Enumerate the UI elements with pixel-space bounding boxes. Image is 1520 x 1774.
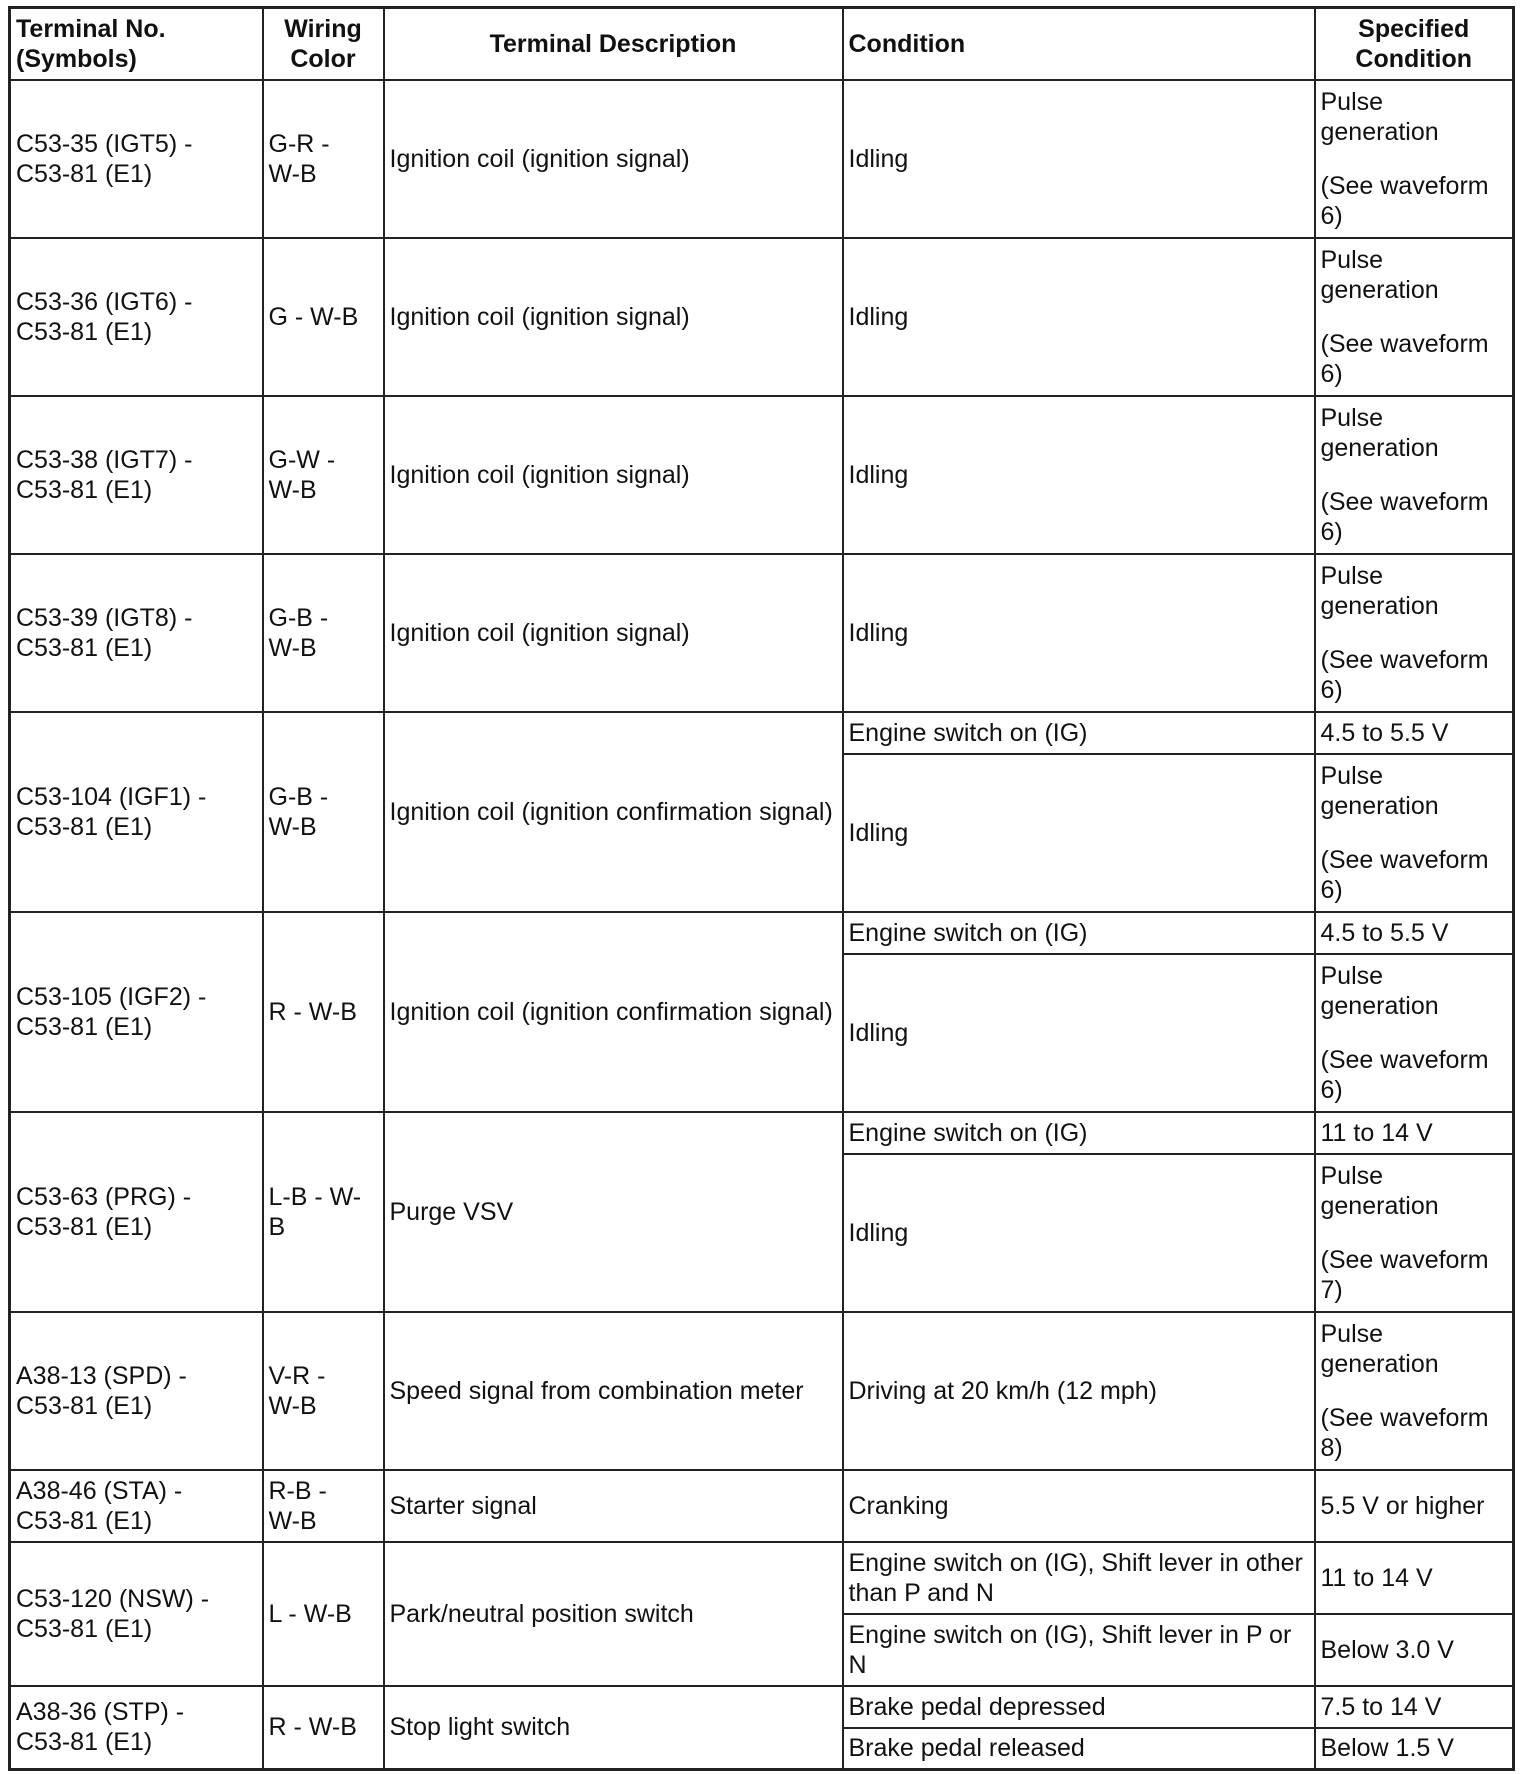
header-specified-condition: Specified Condition: [1315, 8, 1514, 80]
spacer: [1321, 1379, 1508, 1403]
cell-terminal-description: Ignition coil (ignition signal): [384, 396, 843, 554]
cell-terminal-description: Ignition coil (ignition confirmation signal): [384, 912, 843, 1112]
cell-condition: Brake pedal released: [843, 1728, 1315, 1770]
table-row: [10, 1112, 1514, 1154]
cell-specified-condition: Pulse generation (See waveform 6): [1315, 954, 1514, 1112]
cell-wiring-color: L - W-B: [263, 1542, 384, 1686]
cell-wiring-color: V-R - W-B: [263, 1312, 384, 1470]
cell-terminal: A38-46 (STA) - C53-81 (E1): [10, 1470, 263, 1542]
cell-wiring-color: R - W-B: [263, 1686, 384, 1770]
cell-terminal: C53-39 (IGT8) - C53-81 (E1): [10, 554, 263, 712]
cell-terminal-description: Purge VSV: [384, 1112, 843, 1312]
header-terminal-description: Terminal Description: [384, 8, 843, 80]
cell-terminal-description: Stop light switch: [384, 1686, 843, 1770]
cell-wiring-color: R-B - W-B: [263, 1470, 384, 1542]
cell-wiring-color: L-B - W-B: [263, 1112, 384, 1312]
cell-terminal: C53-105 (IGF2) - C53-81 (E1): [10, 912, 263, 1112]
table-row: [10, 712, 1514, 754]
table-row: [10, 1470, 1514, 1542]
cell-condition: Engine switch on (IG), Shift lever in other than P and N: [843, 1542, 1315, 1614]
spacer: [1321, 147, 1508, 171]
table-body: [10, 80, 1514, 1770]
cell-specified-condition: 4.5 to 5.5 V: [1315, 712, 1514, 754]
cell-condition: Idling: [843, 754, 1315, 912]
cell-wiring-color: R - W-B: [263, 912, 384, 1112]
table-row: [10, 396, 1514, 554]
cell-condition: Driving at 20 km/h (12 mph): [843, 1312, 1315, 1470]
cell-terminal-description: Ignition coil (ignition confirmation signal): [384, 712, 843, 912]
cell-condition: Engine switch on (IG): [843, 912, 1315, 954]
header-wiring-color: Wiring Color: [263, 8, 384, 80]
header-terminal: Terminal No. (Symbols): [10, 8, 263, 80]
cell-condition: Idling: [843, 238, 1315, 396]
cell-condition: Engine switch on (IG): [843, 1112, 1315, 1154]
table-row: [10, 1542, 1514, 1614]
cell-terminal: C53-63 (PRG) - C53-81 (E1): [10, 1112, 263, 1312]
terminal-spec-table: [8, 6, 1515, 1771]
cell-specified-condition: Below 3.0 V: [1315, 1614, 1514, 1686]
cell-specified-condition: 11 to 14 V: [1315, 1112, 1514, 1154]
spacer: [1321, 621, 1508, 645]
cell-terminal-description: Ignition coil (ignition signal): [384, 238, 843, 396]
cell-terminal: C53-35 (IGT5) - C53-81 (E1): [10, 80, 263, 238]
spacer: [1321, 821, 1508, 845]
cell-specified-condition: Below 1.5 V: [1315, 1728, 1514, 1770]
table-row: [10, 554, 1514, 712]
table-header-row: [10, 8, 1514, 80]
cell-terminal: A38-36 (STP) - C53-81 (E1): [10, 1686, 263, 1770]
cell-specified-condition: Pulse generation (See waveform 6): [1315, 554, 1514, 712]
cell-terminal: C53-38 (IGT7) - C53-81 (E1): [10, 396, 263, 554]
table-row: [10, 1312, 1514, 1470]
cell-specified-condition: Pulse generation (See waveform 6): [1315, 754, 1514, 912]
cell-condition: Idling: [843, 396, 1315, 554]
cell-terminal: C53-120 (NSW) - C53-81 (E1): [10, 1542, 263, 1686]
cell-wiring-color: G-R - W-B: [263, 80, 384, 238]
spacer: [1321, 1021, 1508, 1045]
cell-wiring-color: G - W-B: [263, 238, 384, 396]
cell-specified-condition: 5.5 V or higher: [1315, 1470, 1514, 1542]
cell-terminal-description: Ignition coil (ignition signal): [384, 554, 843, 712]
cell-condition: Engine switch on (IG): [843, 712, 1315, 754]
cell-condition: Idling: [843, 80, 1315, 238]
spacer: [1321, 463, 1508, 487]
cell-wiring-color: G-W - W-B: [263, 396, 384, 554]
cell-condition: Idling: [843, 554, 1315, 712]
cell-wiring-color: G-B - W-B: [263, 554, 384, 712]
cell-condition: Brake pedal depressed: [843, 1686, 1315, 1728]
cell-wiring-color: G-B - W-B: [263, 712, 384, 912]
cell-terminal-description: Speed signal from combination meter: [384, 1312, 843, 1470]
cell-terminal: C53-104 (IGF1) - C53-81 (E1): [10, 712, 263, 912]
header-condition: Condition: [843, 8, 1315, 80]
cell-terminal: A38-13 (SPD) - C53-81 (E1): [10, 1312, 263, 1470]
spacer: [1321, 1221, 1508, 1245]
cell-specified-condition: Pulse generation (See waveform 6): [1315, 80, 1514, 238]
table-row: [10, 912, 1514, 954]
cell-specified-condition: 7.5 to 14 V: [1315, 1686, 1514, 1728]
table-row: [10, 238, 1514, 396]
cell-specified-condition: Pulse generation (See waveform 8): [1315, 1312, 1514, 1470]
cell-specified-condition: 11 to 14 V: [1315, 1542, 1514, 1614]
cell-specified-condition: Pulse generation (See waveform 6): [1315, 396, 1514, 554]
cell-terminal: C53-36 (IGT6) - C53-81 (E1): [10, 238, 263, 396]
cell-terminal-description: Starter signal: [384, 1470, 843, 1542]
terminal-spec-table-wrapper: [8, 6, 1512, 1771]
table-row: [10, 80, 1514, 238]
cell-specified-condition: 4.5 to 5.5 V: [1315, 912, 1514, 954]
cell-condition: Idling: [843, 1154, 1315, 1312]
cell-condition: Engine switch on (IG), Shift lever in P or N: [843, 1614, 1315, 1686]
cell-specified-condition: Pulse generation (See waveform 7): [1315, 1154, 1514, 1312]
cell-condition: Idling: [843, 954, 1315, 1112]
cell-terminal-description: Park/neutral position switch: [384, 1542, 843, 1686]
cell-terminal-description: Ignition coil (ignition signal): [384, 80, 843, 238]
spacer: [1321, 305, 1508, 329]
table-row: [10, 1686, 1514, 1728]
cell-condition: Cranking: [843, 1470, 1315, 1542]
cell-specified-condition: Pulse generation (See waveform 6): [1315, 238, 1514, 396]
